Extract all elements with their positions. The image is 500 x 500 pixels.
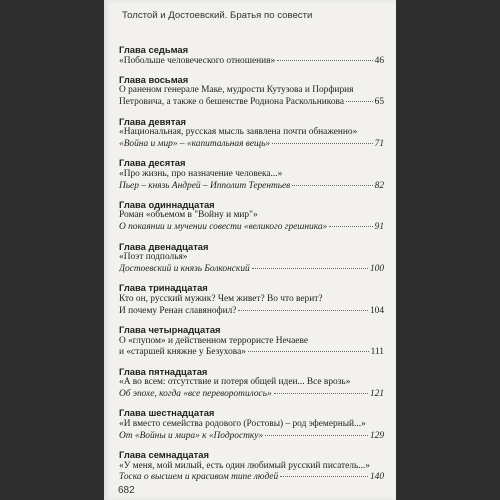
toc-entry bbox=[119, 449, 384, 484]
chapter-subtitle-line bbox=[119, 264, 384, 276]
chapter-subtitle-line: «А во всем: отсутствие и потеря общей идеи... Все врозь» bbox=[119, 377, 351, 388]
dot-leader bbox=[292, 185, 372, 186]
toc-entry bbox=[119, 157, 384, 192]
chapter-subtitle-line bbox=[119, 222, 384, 234]
chapter-title: Глава четырнадцатая bbox=[119, 324, 221, 336]
page-number: 682 bbox=[118, 485, 135, 496]
chapter-subtitle-line: «И вместо семейства родового (Ростовы) – род эфемерный...» bbox=[119, 418, 366, 429]
chapter-title: Глава девятая bbox=[119, 115, 187, 127]
chapter-subtitle-line: О «глупом» и действенном террористе Нечаеве bbox=[119, 335, 308, 346]
chapter-title: Глава восьмая bbox=[119, 73, 189, 85]
toc-page-number: 46 bbox=[374, 55, 384, 66]
toc-page-number: 82 bbox=[374, 180, 384, 191]
subtitle-text: И почему Ренан славянофил? bbox=[119, 305, 237, 316]
chapter-title: Глава шестнадцатая bbox=[119, 407, 215, 419]
chapter-subtitle-line bbox=[119, 139, 384, 151]
subtitle-text: Пьер – князь Андрей – Ипполит Терентьев bbox=[119, 180, 291, 191]
dot-leader bbox=[280, 476, 368, 477]
subtitle-text: и «старшей княжне у Безухова» bbox=[119, 347, 246, 358]
chapter-subtitle-line bbox=[119, 347, 384, 359]
toc-page-number: 71 bbox=[374, 138, 384, 149]
chapter-subtitle-line bbox=[119, 472, 384, 484]
chapter-title: Глава седьмая bbox=[119, 44, 189, 55]
chapter-subtitle-line bbox=[119, 181, 384, 193]
chapter-subtitle-line bbox=[119, 97, 384, 109]
chapter-subtitle-line: О раненом генерале Маке, мудрости Кутузова и Порфирия bbox=[119, 85, 354, 96]
toc-page-number: 140 bbox=[369, 472, 384, 483]
dot-leader bbox=[238, 310, 367, 311]
chapter-title: Глава семнадцатая bbox=[119, 449, 209, 461]
chapter-subtitle-line: «У меня, мой милый, есть один любимый русский писатель...» bbox=[119, 460, 370, 471]
chapter-title: Глава двенадцатая bbox=[119, 240, 209, 252]
table-of-contents bbox=[119, 44, 384, 491]
dot-leader bbox=[329, 226, 372, 227]
chapter-subtitle-line bbox=[119, 431, 384, 443]
toc-entry bbox=[119, 241, 384, 276]
chapter-title: Глава тринадцатая bbox=[119, 282, 208, 294]
chapter-subtitle-line: «Про жизнь, про назначение человека...» bbox=[119, 168, 283, 179]
dot-leader bbox=[272, 143, 373, 144]
toc-page-number: 100 bbox=[369, 263, 384, 274]
chapter-subtitle-line bbox=[119, 306, 384, 318]
chapter-title: Глава десятая bbox=[119, 157, 186, 169]
book-page bbox=[104, 0, 396, 500]
toc-entry bbox=[119, 199, 384, 234]
subtitle-text: Об эпохе, когда «все переворотилось» bbox=[119, 389, 272, 399]
toc-entry bbox=[119, 74, 384, 109]
subtitle-text: О покаянии и мучении совести «великого грешника» bbox=[119, 222, 328, 233]
chapter-subtitle-line bbox=[119, 56, 384, 68]
dot-leader bbox=[277, 60, 372, 61]
dot-leader bbox=[252, 268, 368, 269]
subtitle-text: Достоевский и князь Болконский bbox=[119, 263, 250, 274]
chapter-subtitle-line: «Национальная, русская мысль заявлена почти обнаженно» bbox=[119, 127, 358, 138]
subtitle-text: Тоска о высшем и красивом типе людей bbox=[119, 472, 279, 483]
chapter-title: Глава одиннадцатая bbox=[119, 198, 215, 210]
chapter-subtitle-line: «Поэт подполья» bbox=[119, 252, 188, 263]
toc-entry bbox=[119, 324, 384, 359]
toc-entry bbox=[119, 282, 384, 317]
toc-entry bbox=[119, 116, 384, 151]
subtitle-text: Петровича, а также о бешенстве Родиона Раскольникова bbox=[119, 97, 344, 108]
toc-page-number: 104 bbox=[369, 305, 384, 316]
chapter-subtitle-line: Кто он, русский мужик? Чем живет? Во что верит? bbox=[119, 293, 323, 304]
subtitle-text: От «Войны и мира» к «Подростку» bbox=[119, 430, 264, 441]
toc-page-number: 111 bbox=[370, 347, 384, 358]
running-header: Толстой и Достоевский. Братья по совести bbox=[122, 10, 313, 21]
toc-entry bbox=[119, 44, 384, 67]
subtitle-text: «Побольше человеческого отношения» bbox=[119, 55, 276, 66]
toc-page-number: 129 bbox=[369, 430, 384, 441]
toc-page-number: 65 bbox=[374, 97, 384, 108]
toc-entry bbox=[119, 366, 384, 401]
subtitle-text: «Война и мир» – «капитальная вещь» bbox=[119, 138, 271, 149]
dot-leader bbox=[265, 435, 368, 436]
chapter-subtitle-line: Роман «объемом в "Войну и мир"» bbox=[119, 210, 258, 221]
dot-leader bbox=[248, 351, 369, 352]
toc-page-number: 91 bbox=[374, 222, 384, 233]
dot-leader bbox=[346, 101, 373, 102]
chapter-subtitle-line bbox=[119, 389, 384, 401]
toc-page-number: 121 bbox=[369, 389, 384, 399]
dot-leader bbox=[274, 393, 368, 394]
chapter-title: Глава пятнадцатая bbox=[119, 365, 208, 377]
toc-entry bbox=[119, 407, 384, 442]
